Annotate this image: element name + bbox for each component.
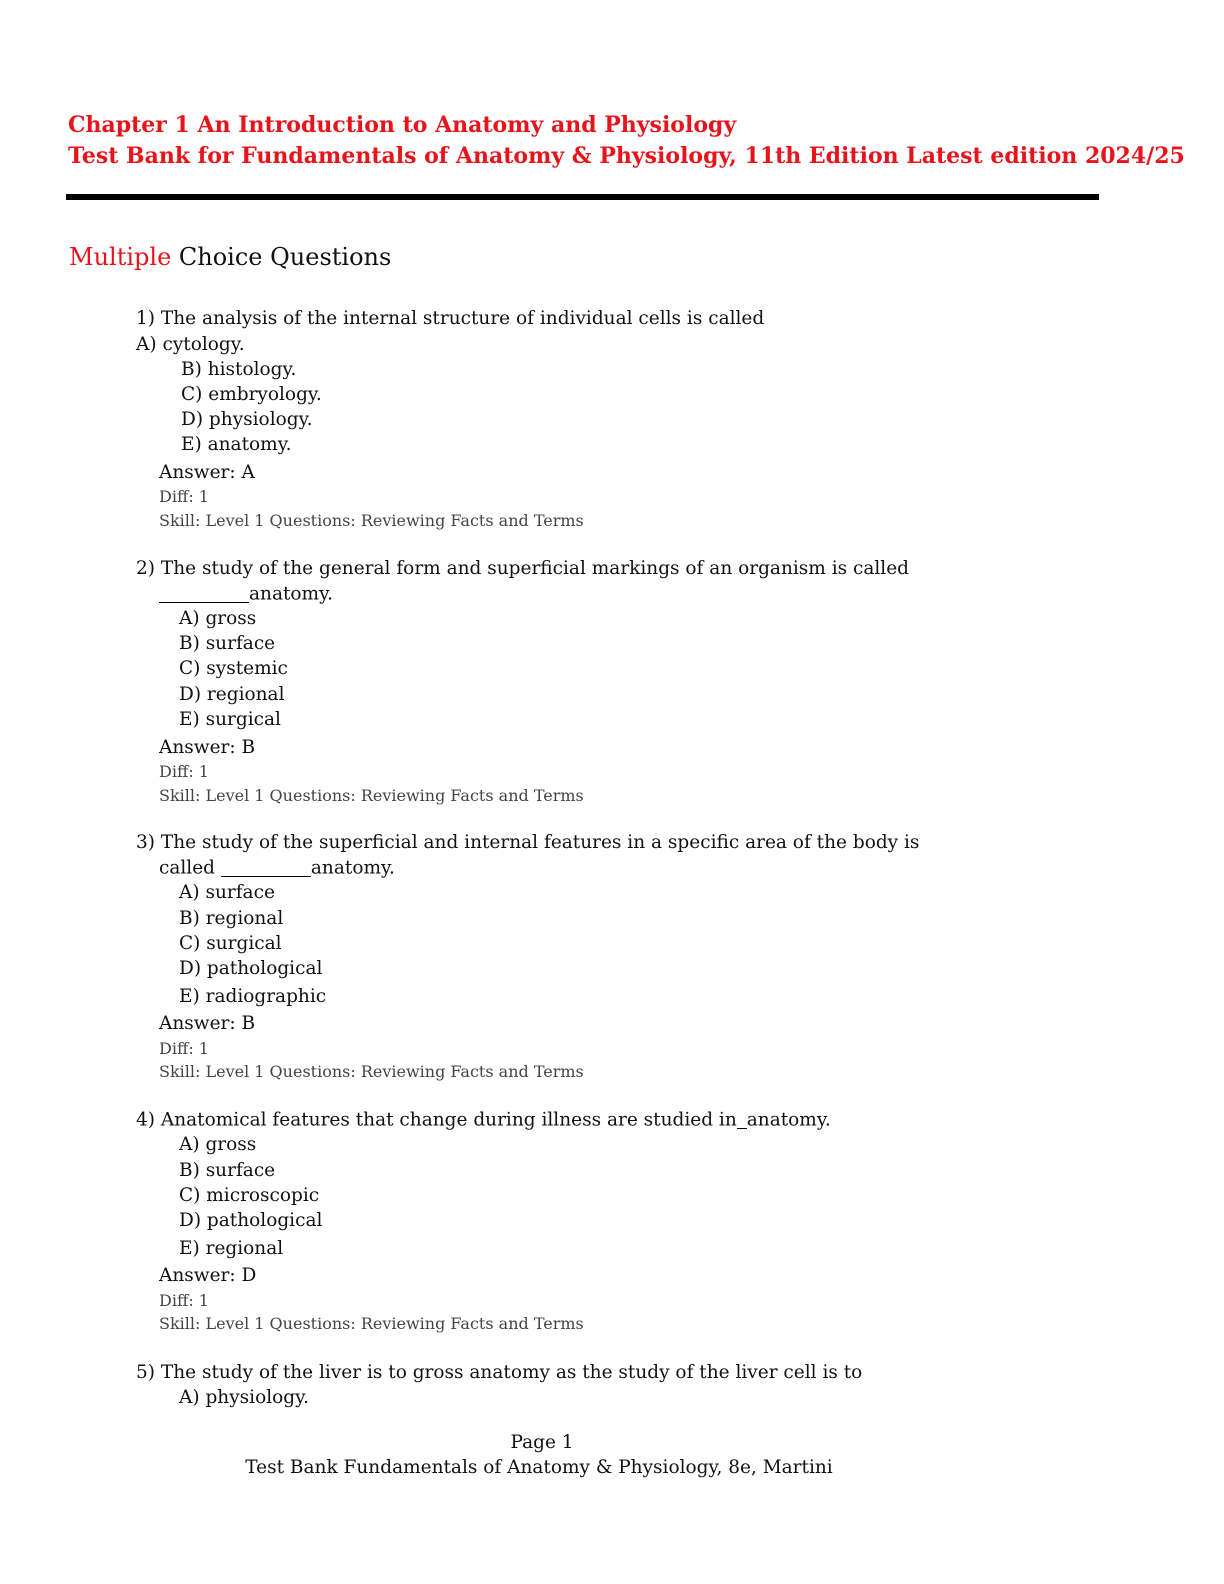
question-stem: 5) The study of the liver is to gross anatomy as the study of the liver cell is to xyxy=(136,1362,863,1383)
difficulty: Diff: 1 xyxy=(159,1039,209,1058)
difficulty: Diff: 1 xyxy=(159,762,209,781)
option: A) gross xyxy=(179,1134,257,1155)
option: B) regional xyxy=(179,908,284,929)
answer-blank xyxy=(737,1109,747,1129)
skill: Skill: Level 1 Questions: Reviewing Facts and Terms xyxy=(159,1062,584,1081)
option: B) histology. xyxy=(181,359,297,380)
answer: Answer: A xyxy=(159,462,255,483)
stem-prefix: called xyxy=(159,857,221,879)
skill: Skill: Level 1 Questions: Reviewing Facts and Terms xyxy=(159,511,584,530)
skill: Skill: Level 1 Questions: Reviewing Facts and Terms xyxy=(159,786,584,805)
stem-suffix: anatomy. xyxy=(310,857,395,879)
chapter-title: Chapter 1 An Introduction to Anatomy and Physiology xyxy=(68,112,737,138)
option: C) embryology. xyxy=(181,384,322,405)
option: E) radiographic xyxy=(179,986,327,1007)
stem-suffix: anatomy. xyxy=(249,583,333,605)
section-heading-red: Multiple xyxy=(69,243,172,271)
option: E) regional xyxy=(179,1238,284,1259)
question-stem-continued xyxy=(159,857,395,879)
answer: Answer: B xyxy=(159,1013,256,1034)
option: D) regional xyxy=(179,684,285,705)
option: C) surgical xyxy=(179,933,282,954)
option: B) surface xyxy=(179,633,276,654)
question-stem: 2) The study of the general form and superficial markings of an organism is called xyxy=(136,558,910,579)
document-subtitle: Test Bank for Fundamentals of Anatomy & Physiology, 11th Edition Latest edition 2024/25 xyxy=(68,143,1185,169)
answer-blank xyxy=(159,583,249,603)
option: D) pathological xyxy=(179,958,323,979)
option: B) surface xyxy=(179,1160,276,1181)
stem-prefix: 4) Anatomical features that change during illness are studied in xyxy=(136,1109,737,1131)
question-stem-continued xyxy=(159,583,333,605)
section-heading-rest: Choice Questions xyxy=(171,243,392,271)
option: A) surface xyxy=(179,882,275,903)
page-number: Page 1 xyxy=(510,1432,574,1453)
option: C) microscopic xyxy=(179,1185,320,1206)
footer-source: Test Bank Fundamentals of Anatomy & Physiology, 8e, Martini xyxy=(245,1457,833,1478)
answer: Answer: B xyxy=(159,737,256,758)
difficulty: Diff: 1 xyxy=(159,1291,209,1310)
option: E) surgical xyxy=(179,709,281,730)
skill: Skill: Level 1 Questions: Reviewing Facts and Terms xyxy=(159,1314,584,1333)
option: E) anatomy. xyxy=(181,434,292,455)
difficulty: Diff: 1 xyxy=(159,487,209,506)
answer: Answer: D xyxy=(159,1265,257,1286)
header-divider xyxy=(66,194,1099,200)
stem-suffix: anatomy. xyxy=(746,1109,831,1131)
option: D) pathological xyxy=(179,1210,323,1231)
option: D) physiology. xyxy=(181,409,313,430)
question-stem xyxy=(136,1109,831,1131)
option: A) cytology. xyxy=(136,334,245,355)
option: A) gross xyxy=(179,608,257,629)
question-stem: 1) The analysis of the internal structure of individual cells is called xyxy=(136,308,765,329)
question-stem: 3) The study of the superficial and internal features in a specific area of the body is xyxy=(136,832,920,853)
option: A) physiology. xyxy=(179,1387,309,1408)
section-heading xyxy=(69,243,391,271)
option: C) systemic xyxy=(179,658,288,679)
answer-blank xyxy=(221,857,311,877)
